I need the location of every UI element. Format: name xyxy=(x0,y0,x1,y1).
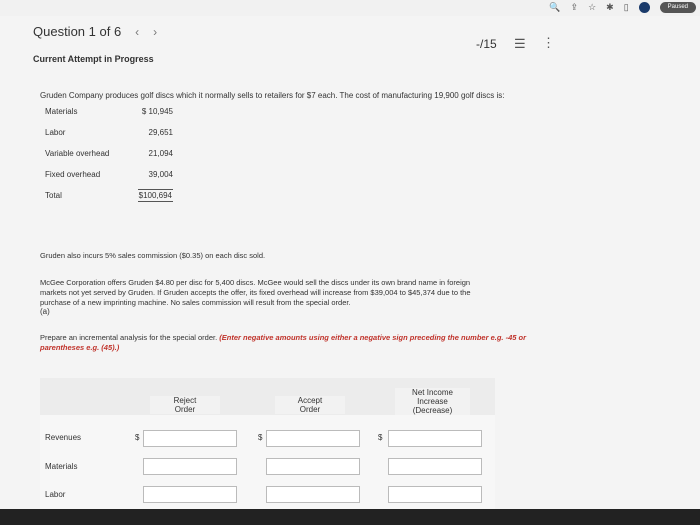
instruction-text: Prepare an incremental analysis for the special order. xyxy=(40,333,218,342)
more-options-icon[interactable]: ⋮ xyxy=(542,35,555,50)
browser-icons xyxy=(549,2,696,13)
currency-symbol: $ xyxy=(378,433,383,442)
cost-row-total xyxy=(45,191,185,212)
materials-accept-input[interactable] xyxy=(266,458,360,475)
header-accept-order xyxy=(275,396,345,414)
offer-text-line3: purchase of a new imprinting machine. No sales commission will result from the special order. xyxy=(40,298,351,307)
cost-value: $100,694 xyxy=(138,191,172,200)
header-text: Accept xyxy=(297,396,323,405)
profile-avatar[interactable] xyxy=(639,2,650,13)
revenues-reject-input[interactable] xyxy=(143,430,237,447)
header-text: Increase xyxy=(417,397,448,406)
currency-symbol: $ xyxy=(135,433,140,442)
labor-accept-input[interactable] xyxy=(266,486,360,503)
part-label: (a) xyxy=(40,307,50,316)
commission-text: Gruden also incurs 5% sales commission ($0.35) on each disc sold. xyxy=(40,251,266,260)
cost-label: Materials xyxy=(45,107,78,116)
question-list-icon[interactable]: ☰ xyxy=(514,36,526,51)
offer-text-line1: McGee Corporation offers Gruden $4.80 per disc for 5,400 discs. McGee would sell the discs under its own brand name in foreign xyxy=(40,278,471,287)
question-counter: Question 1 of 6 xyxy=(33,24,122,39)
cost-label: Variable overhead xyxy=(45,149,110,158)
zoom-icon[interactable]: 🔍 xyxy=(549,2,561,12)
cost-table xyxy=(45,107,185,212)
instruction xyxy=(40,333,560,353)
header-text: (Decrease) xyxy=(412,406,453,415)
currency-symbol: $ xyxy=(258,433,263,442)
next-question-icon[interactable]: › xyxy=(153,24,158,39)
materials-net-input[interactable] xyxy=(388,458,482,475)
sidebar-icon[interactable]: ▯ xyxy=(623,2,629,12)
cost-label: Total xyxy=(45,191,62,200)
row-label-revenues: Revenues xyxy=(45,433,82,442)
header-text: Order xyxy=(299,405,321,414)
paused-badge[interactable]: Paused xyxy=(660,2,696,13)
labor-net-input[interactable] xyxy=(388,486,482,503)
cost-value: 39,004 xyxy=(148,170,173,179)
screen-bezel xyxy=(0,509,700,525)
revenues-net-input[interactable] xyxy=(388,430,482,447)
problem-intro: Gruden Company produces golf discs which it normally sells to retailers for $7 each. The cost of manufacturing 19,900 golf discs is: xyxy=(40,91,505,100)
labor-reject-input[interactable] xyxy=(143,486,237,503)
prev-question-icon[interactable]: ‹ xyxy=(135,24,140,39)
materials-reject-input[interactable] xyxy=(143,458,237,475)
cost-value: 29,651 xyxy=(148,128,173,137)
cost-row xyxy=(45,128,185,149)
cost-label: Labor xyxy=(45,128,66,137)
header-text: Reject xyxy=(173,396,197,405)
revenues-accept-input[interactable] xyxy=(266,430,360,447)
offer-text-line2: markets not yet served by Gruden. If Gruden accepts the offer, its fixed overhead will increase from $39,004 to $45,374 due to the xyxy=(40,288,471,297)
cost-row xyxy=(45,149,185,170)
cost-label: Fixed overhead xyxy=(45,170,101,179)
header-net-income xyxy=(395,388,470,415)
cost-row xyxy=(45,170,185,191)
instruction-note-line2: parentheses e.g. (45).) xyxy=(40,343,120,352)
header-reject-order xyxy=(150,396,220,414)
question-navigation xyxy=(33,24,157,39)
bookmark-star-icon[interactable]: ☆ xyxy=(588,2,597,12)
attempt-status: Current Attempt in Progress xyxy=(33,54,154,64)
score-display: -/15 xyxy=(476,37,497,51)
share-icon[interactable]: ⇪ xyxy=(570,2,579,12)
header-text: Net Income xyxy=(412,388,453,397)
cost-value: $ 10,945 xyxy=(141,107,173,116)
cost-value: 21,094 xyxy=(148,149,173,158)
extension-icon[interactable]: ✱ xyxy=(606,2,614,12)
row-label-materials: Materials xyxy=(45,462,78,471)
cost-row xyxy=(45,107,185,128)
instruction-note-line1: (Enter negative amounts using either a negative sign preceding the number e.g. -45 or xyxy=(219,333,527,342)
row-label-labor: Labor xyxy=(45,490,66,499)
header-text: Order xyxy=(174,405,196,414)
browser-toolbar xyxy=(0,0,700,16)
